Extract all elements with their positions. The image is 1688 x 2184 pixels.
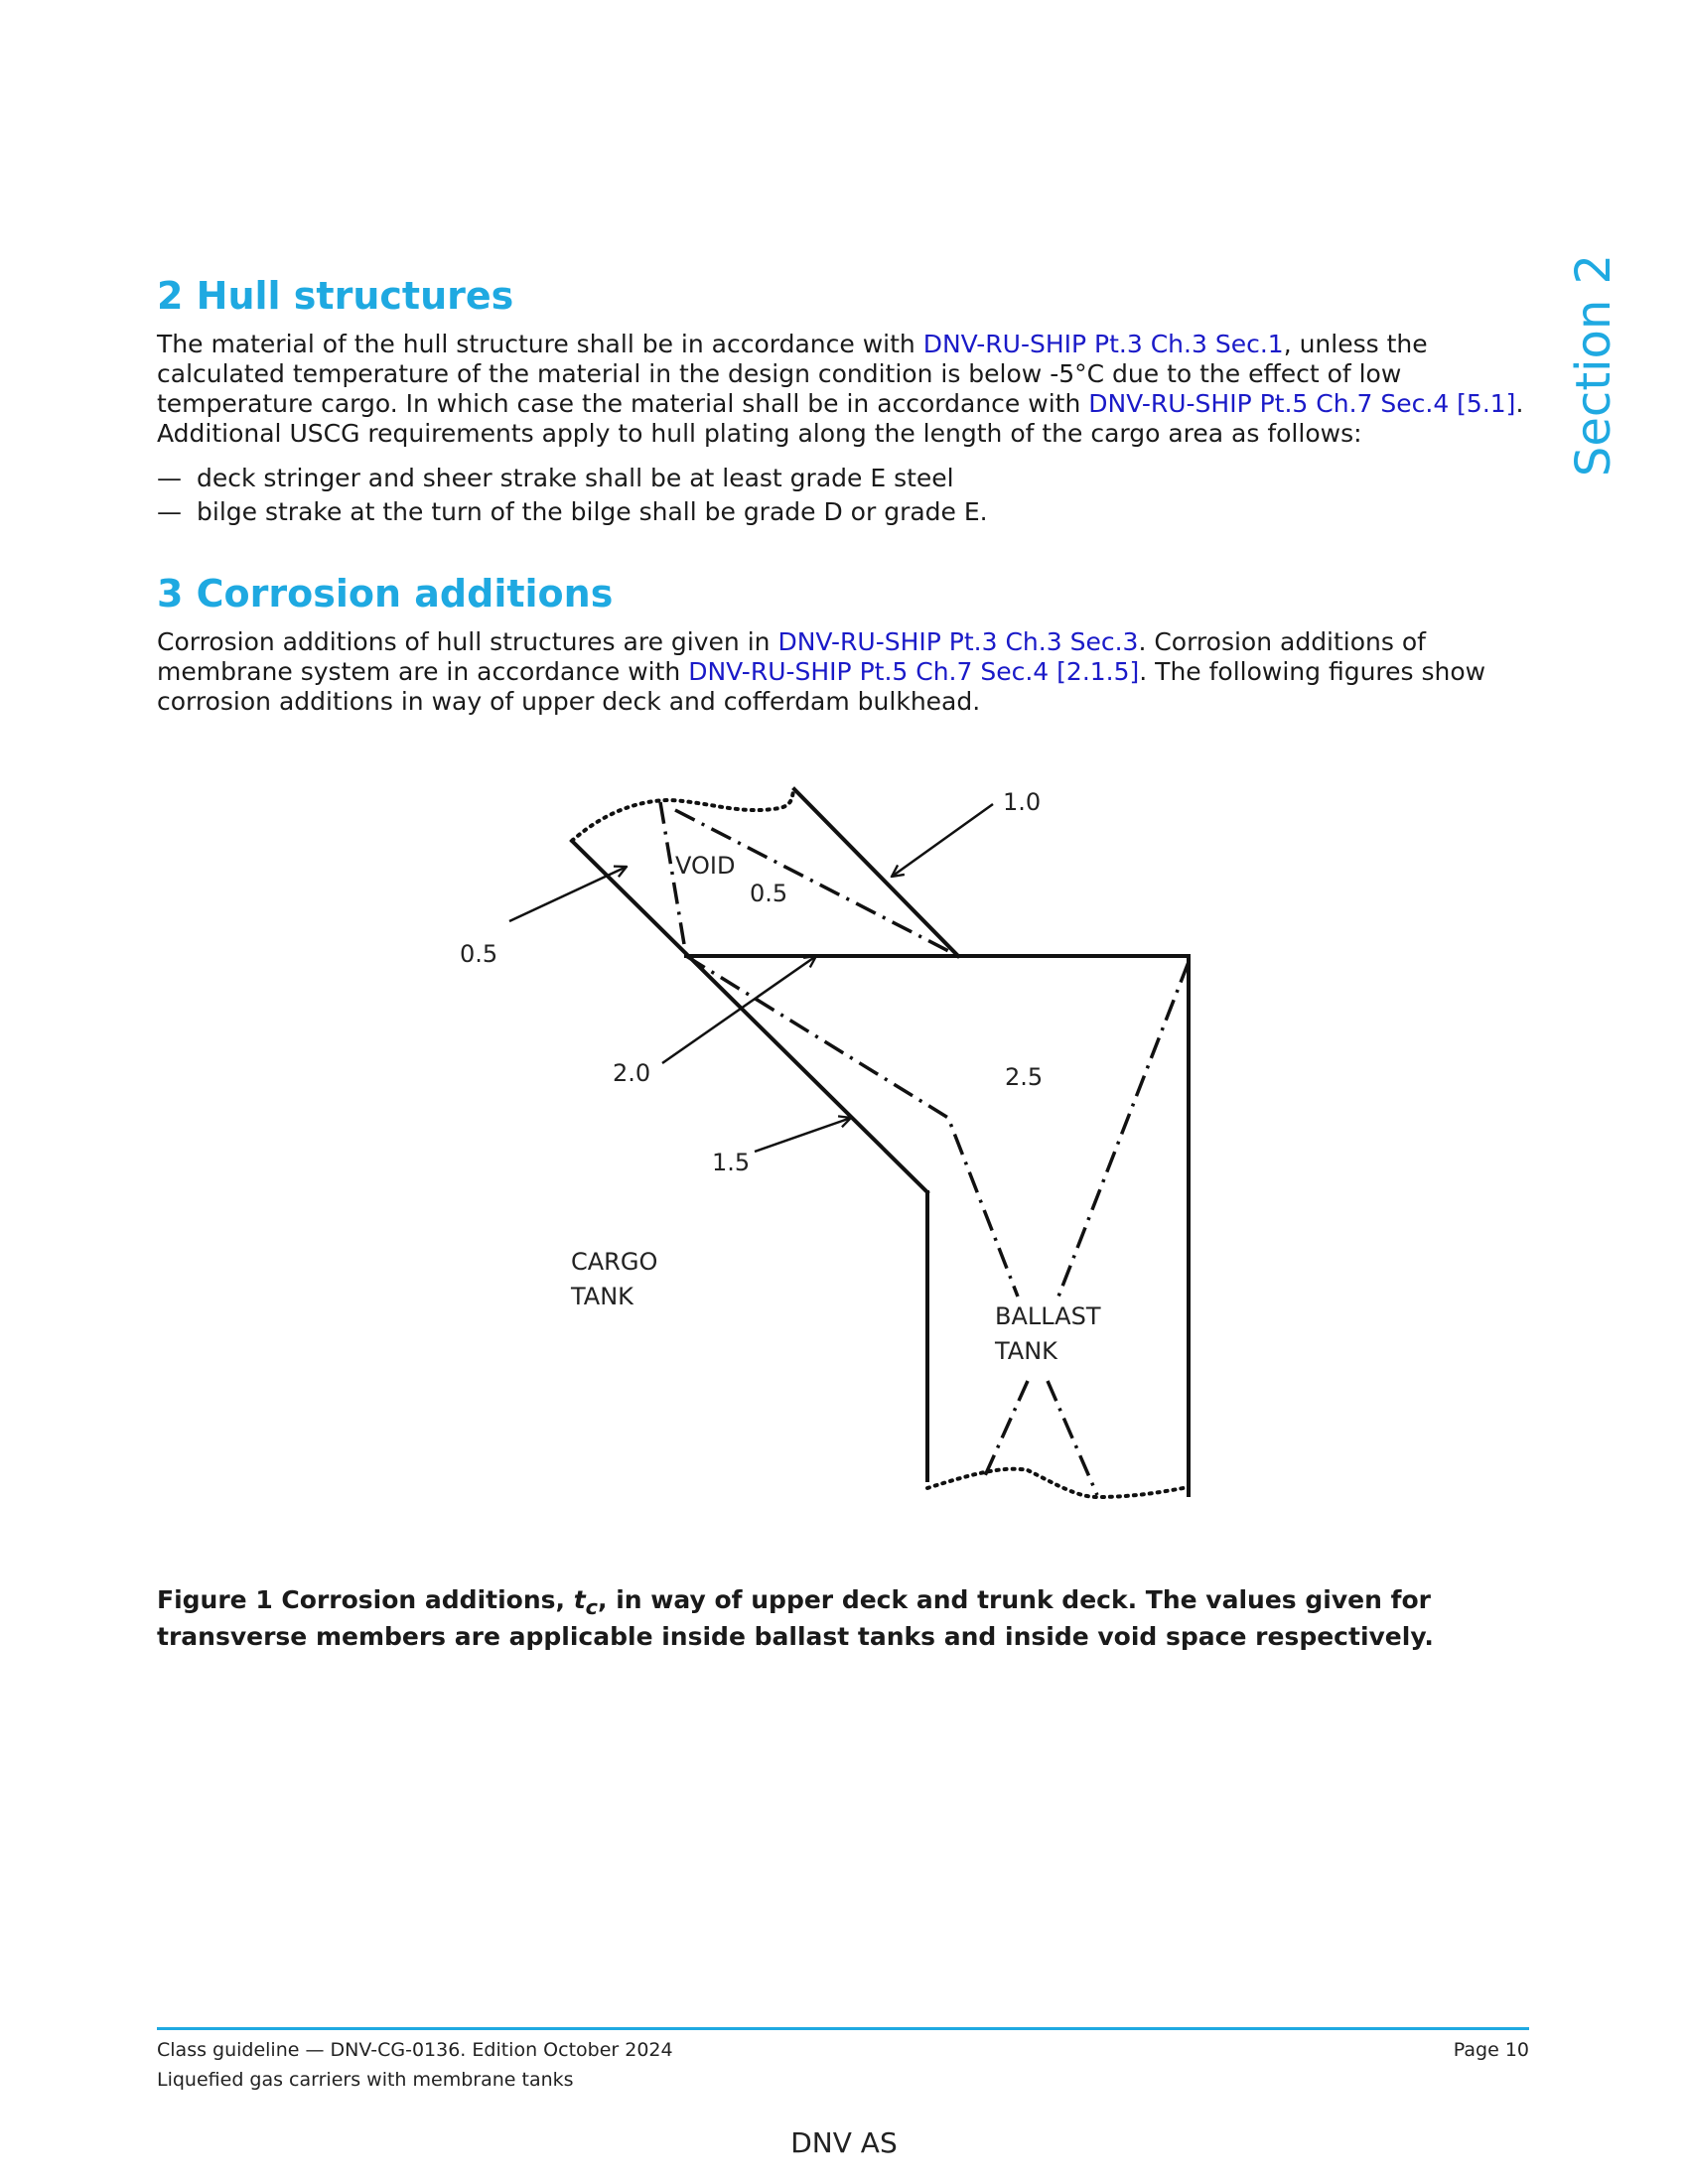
caption-text-1: Figure 1 Corrosion additions, bbox=[157, 1585, 574, 1614]
arrow-0-5 bbox=[509, 867, 627, 921]
arrow-2-0 bbox=[662, 956, 816, 1063]
section-side-tab bbox=[1549, 253, 1638, 478]
hull-text-3: . Additional USCG requirements apply to hull plating along the length of the cargo area as follows: bbox=[157, 389, 1524, 448]
list-item bbox=[157, 495, 988, 529]
label-cargo-line2: TANK bbox=[571, 1283, 633, 1310]
corrosion-text-3: . The following figures show corrosion additions in way of upper deck and cofferdam bulkhead. bbox=[157, 657, 1486, 716]
bullet-text: bilge strake at the turn of the bilge shall be grade D or grade E. bbox=[197, 497, 988, 526]
corrosion-additions-figure bbox=[452, 780, 1226, 1530]
link-pt3-ch3-sec3[interactable]: DNV-RU-SHIP Pt.3 Ch.3 Sec.3 bbox=[777, 627, 1139, 656]
corrosion-additions-heading: 3 Corrosion additions bbox=[157, 572, 614, 615]
hull-text-2: , unless the calculated temperature of the material in the design condition is below -5°C due to the effect of low temperature cargo. In which case the material shall be in accordance with bbox=[157, 330, 1428, 418]
hull-structures-paragraph bbox=[157, 330, 1537, 449]
ballast-left-dashdot bbox=[686, 956, 1018, 1297]
caption-subscript: c bbox=[585, 1595, 599, 1619]
label-left-value: 0.5 bbox=[460, 940, 498, 968]
arrow-1-5 bbox=[755, 1118, 851, 1152]
hull-text-1: The material of the hull structure shall be in accordance with bbox=[157, 330, 923, 358]
label-deck-value: 2.0 bbox=[613, 1059, 651, 1087]
footer-document-id: Class guideline — DNV-CG-0136. Edition October 2024 bbox=[157, 2039, 673, 2061]
ballast-right-dashdot bbox=[1058, 962, 1189, 1297]
ballast-lower-left-dashdot bbox=[983, 1381, 1028, 1480]
list-item bbox=[157, 462, 988, 495]
ballast-lower-right-dashdot bbox=[1048, 1381, 1097, 1495]
label-slope-value: 1.5 bbox=[712, 1149, 751, 1176]
hull-structures-heading: 2 Hull structures bbox=[157, 274, 514, 318]
label-top-value: 1.0 bbox=[1003, 788, 1042, 816]
page-footer bbox=[157, 2035, 1529, 2095]
void-right-dashdot bbox=[675, 810, 958, 956]
bullet-marker: — bbox=[157, 464, 182, 492]
bullet-marker: — bbox=[157, 497, 182, 526]
footer-document-title: Liquefied gas carriers with membrane tanks bbox=[157, 2069, 574, 2091]
arrow-1-0 bbox=[892, 804, 993, 877]
link-pt5-ch7-sec4-5-1[interactable]: DNV-RU-SHIP Pt.5 Ch.7 Sec.4 [5.1] bbox=[1088, 389, 1516, 418]
caption-text-2: , in way of upper deck and trunk deck. The values given for transverse members are applicable inside ballast tanks and inside void space respectively. bbox=[157, 1585, 1434, 1651]
bottom-break-line bbox=[927, 1469, 1189, 1497]
void-upper-line bbox=[794, 789, 958, 956]
page-number: Page 10 bbox=[1453, 2039, 1529, 2061]
section-side-tab-label: Section 2 bbox=[1566, 253, 1621, 478]
link-pt3-ch3-sec1[interactable]: DNV-RU-SHIP Pt.3 Ch.3 Sec.1 bbox=[922, 330, 1284, 358]
corrosion-diagram bbox=[452, 780, 1226, 1530]
corrosion-additions-paragraph bbox=[157, 627, 1537, 717]
label-ballast-line1: BALLAST bbox=[995, 1302, 1101, 1330]
label-ballast-line2: TANK bbox=[995, 1337, 1057, 1365]
company-name: DNV AS bbox=[790, 2126, 898, 2159]
corrosion-text-1: Corrosion additions of hull structures are given in bbox=[157, 627, 778, 656]
figure-caption bbox=[157, 1585, 1537, 1652]
label-cargo-line1: CARGO bbox=[571, 1248, 658, 1276]
link-pt5-ch7-sec4-2-1-5[interactable]: DNV-RU-SHIP Pt.5 Ch.7 Sec.4 [2.1.5] bbox=[688, 657, 1140, 686]
label-ballast-value: 2.5 bbox=[1005, 1063, 1044, 1091]
footer-rule bbox=[157, 2027, 1529, 2030]
bullet-text: deck stringer and sheer strake shall be at least grade E steel bbox=[197, 464, 954, 492]
hull-bullet-list bbox=[157, 462, 988, 529]
label-void: VOID bbox=[675, 852, 736, 880]
label-void-value: 0.5 bbox=[750, 880, 788, 907]
caption-symbol: $t_c$ bbox=[573, 1585, 599, 1619]
corrosion-text-2: . Corrosion additions of membrane system are in accordance with bbox=[157, 627, 1426, 686]
